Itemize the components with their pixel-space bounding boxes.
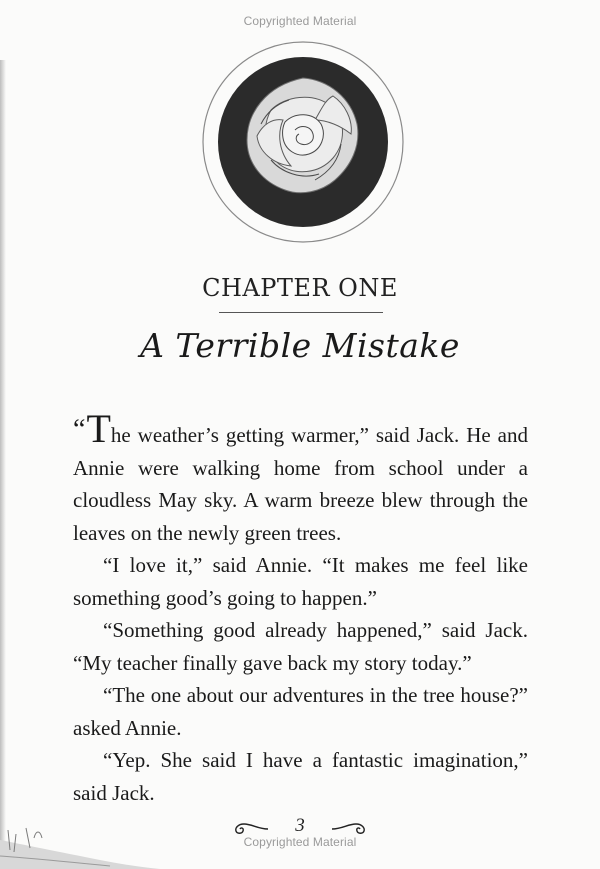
watermark-bottom: Copyrighted Material (243, 835, 357, 849)
paragraph-4: “The one about our adventures in the tree house?” asked Annie. (73, 683, 528, 740)
chapter-title: A Terrible Mistake (140, 326, 460, 365)
page-number: 3 (295, 815, 305, 836)
paragraph-2: “I love it,” said Annie. “It makes me feel like something good’s going to happen.” (73, 553, 528, 610)
rose-icon (201, 40, 405, 244)
paragraph-5: “Yep. She said I have a fantastic imagination,” said Jack. (73, 748, 528, 805)
open-quote: “ (73, 414, 86, 445)
paragraph-1 (73, 406, 528, 549)
paragraph-3: “Something good already happened,” said Jack. “My teacher finally gave back my story today.” (73, 618, 528, 675)
drop-cap: T (86, 406, 111, 451)
chapter-label: CHAPTER ONE (202, 274, 398, 302)
swirl-ornament-icon (330, 820, 368, 836)
chapter-body (73, 406, 528, 809)
chapter-divider (219, 312, 383, 313)
watermark-top: Copyrighted Material (243, 14, 357, 28)
paragraph-1-text: he weather’s getting warmer,” said Jack. He and Annie were walking home from school under a cloudless May sky. A warm breeze blew through the leaves on the newly green trees. (73, 423, 528, 545)
page-edge-shadow (0, 60, 6, 869)
